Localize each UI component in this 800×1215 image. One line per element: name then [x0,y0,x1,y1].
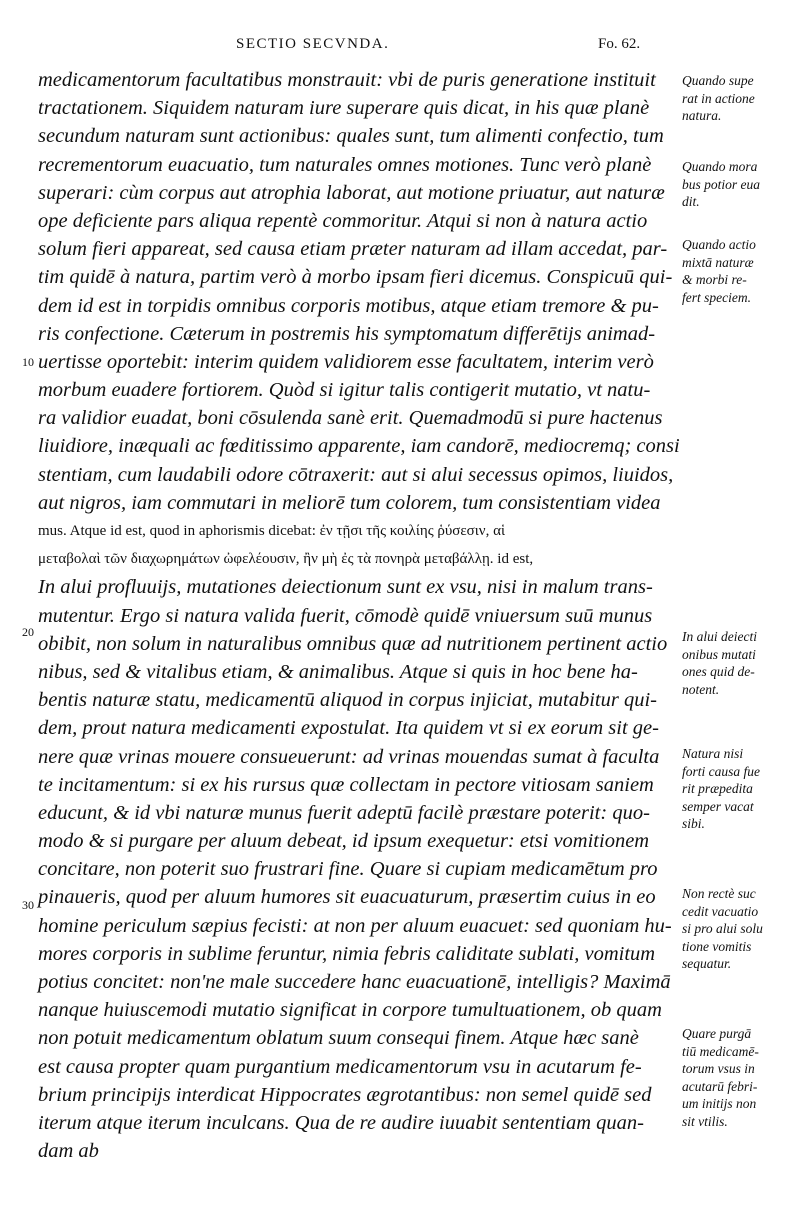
marginal-note-line: fert speciem. [682,289,751,305]
text-line: non potuit medicamentum oblatum suum consequi finem. Atque hæc sanè [38,1027,639,1050]
text-line: nanque huiuscemodi mutatio significat in corpore tumultuationem, ob quam [38,999,662,1022]
marginal-note-line: Quando mora [682,159,758,174]
text-line: nere quæ vrinas mouere consueuerunt: ad vrinas mouendas sumat à faculta [38,745,660,768]
marginal-note-line: semper vacat [682,798,754,814]
marginal-note-line: mixtā naturæ [682,254,754,270]
marginal-note [682,236,794,306]
text-line: secundum naturam sunt actionibus: quales sunt, tum alimenti confectio, tum [38,125,664,148]
text-line: stentiam, cum laudabili odore cōtraxerit: aut si alui secessus opimos, liuidos, [38,463,674,486]
text-line: dam ab [38,1140,99,1163]
text-line: aut nigros, iam commutari in meliorē tum colorem, tum consistentiam videa [38,491,661,514]
marginal-note-line: ones quid de- [682,664,755,679]
text-line: ris confectione. Cæterum in postremis his symptomatum differētijs animad- [38,322,656,345]
text-line: mus. Atque id est, quod in aphorismis dicebat: ἐν τῇσι τῆς κοιλίης ῥύσεσιν, αἱ [38,523,505,539]
marginal-note [682,885,794,973]
text-line: iterum atque iterum inculcans. Qua de re audire iuuabit sententiam quan- [38,1111,644,1134]
text-line: medicamentorum facultatibus monstrauit: vbi de puris generatione instituit [38,69,656,91]
text-line: uertisse oportebit: interim quidem validiorem esse facultatem, interim verò [38,350,654,373]
marginal-note-line: sibi. [682,816,705,831]
text-line: obibit, non solum in naturalibus omnibus quæ ad nutritionem pertinent actio [38,632,668,655]
line-number: 20 [22,625,34,639]
text-line: dem id est in torpidis omnibus corporis motibus, atque etiam tremore & pu- [38,294,659,317]
line-number: 30 [22,898,34,912]
marginal-note-line: torum vsus in [682,1061,755,1076]
text-line: tractationem. Siquidem naturam iure superare quis dicat, in his quæ planè [38,97,650,120]
text-line: homine periculum sæpius fecisti: at non per aluum euacuet: sed quoniam hu- [38,914,672,937]
marginal-note-line: Natura nisi [682,746,744,761]
marginal-note [682,72,794,125]
text-line: μεταβολαὶ τῶν διαχωρημάτων ὠφελέουσιν, ἢν μὴ ἐς τὰ πονηρὰ μεταβάλλῃ. id est, [38,551,534,568]
marginal-note-line: si pro alui solu [682,921,763,936]
marginal-note-line: um initijs non [682,1096,757,1111]
marginal-note [682,1025,794,1130]
marginal-note-line: Quare purgā [682,1026,752,1041]
main-text-block [38,66,688,1165]
text-line: superari: cùm corpus aut atrophia laborat, aut motione priuatur, aut naturæ [38,181,665,204]
folio-number: Fo. 62. [598,36,641,52]
marginal-note-line: bus potior eua [682,176,761,192]
text-line: modo & si purgare per aluum debeat, id ipsum exequetur: etsi vomitionem [38,830,650,853]
text-line: pinaueris, quod per aluum humores sit euacuaturum, præsertim cuius in eo [38,886,656,909]
text-line: mores corporis in sublime feruntur, nimia febris caliditate sublati, vomitum [38,942,656,965]
marginal-note-line: rit præpedita [682,781,753,796]
running-head: SECTIO SECVNDA. [236,36,390,52]
marginal-note-line: acutarū febri- [682,1078,758,1094]
text-line: tim quidē à natura, partim verò à morbo ipsam fieri dicemus. Conspicuū qui- [38,266,673,289]
marginal-note-line: notent. [682,681,720,697]
marginal-note-line: cedit vacuatio [682,903,759,919]
marginal-note-line: tione vomitis [682,938,752,954]
text-line: nibus, sed & vitalibus etiam, & animalibus. Atque si quis in hoc bene ha- [38,660,638,683]
text-line: bentis naturæ statu, medicamentū aliquod in corpus injiciat, mutabitur qui- [38,689,657,712]
marginal-note-line: In alui deiecti [682,629,757,644]
marginal-note [682,745,794,833]
text-line: potius concitet: non'ne male succedere hanc euacuationē, intelligis? Maximā [38,971,671,993]
marginal-note-line: & morbi re- [682,272,747,287]
marginal-note [682,158,794,211]
marginal-note-line: rat in actione [682,90,755,106]
marginal-note-line: sit vtilis. [682,1113,728,1129]
text-line: concitare, non poterit suo frustrari fine. Quare si cupiam medicamētum pro [38,858,658,881]
text-line: ope deficiente pars aliqua repentè commoritur. Atqui si non à natura actio [38,209,648,232]
text-line: morbum euadere fortiorem. Quòd si igitur talis contigerit mutatio, vt natu- [38,379,651,402]
text-line: te incitamentum: si ex his rursus quæ collectam in pectore vitiosam saniem [38,773,654,796]
text-line: solum fieri appareat, sed causa etiam præter naturam ad illam accedat, par- [38,238,668,261]
text-line: est causa propter quam purgantium medicamentorum vsu in acutarum fe- [38,1055,642,1078]
line-number: 10 [22,355,34,369]
marginal-note-line: Quando supe [682,73,754,88]
marginal-note-line: Quando actio [682,237,756,252]
text-line: educunt, & id vbi naturæ munus fuerit adeptū facilè præstare poterit: quo- [38,801,650,824]
marginal-note-line: forti causa fue [682,763,760,779]
text-line: recrementorum euacuatio, tum naturales omnes motiones. Tunc verò planè [38,153,652,176]
marginal-note [682,628,794,698]
text-line: dem, prout natura medicamenti expostulat. Ita quidem vt si ex eorum sit ge- [38,717,659,740]
marginal-note-line: natura. [682,108,722,123]
marginal-note-line: sequatur. [682,956,732,971]
text-line: brium principijs interdicat Hippocrates ægrotantibus: non semel quidē sed [38,1083,652,1106]
marginal-note-line: tiū medicamē- [682,1043,759,1059]
marginal-note-line: dit. [682,194,700,209]
text-line: mutentur. Ergo si natura valida fuerit, cōmodè quidē vniuersum suū munus [38,604,653,627]
text-line: In alui profluuijs, mutationes deiectionum sunt ex vsu, nisi in malum trans- [38,576,653,599]
text-line: ra validior euadat, boni cōsulenda sanè erit. Quemadmodū si pure hactenus [38,407,663,430]
marginal-note-line: onibus mutati [682,646,756,662]
text-line: liuidiore, inæquali ac fœditissimo apparente, iam candorē, mediocremq; consi [38,435,680,458]
marginal-note-line: Non rectè suc [682,886,756,901]
